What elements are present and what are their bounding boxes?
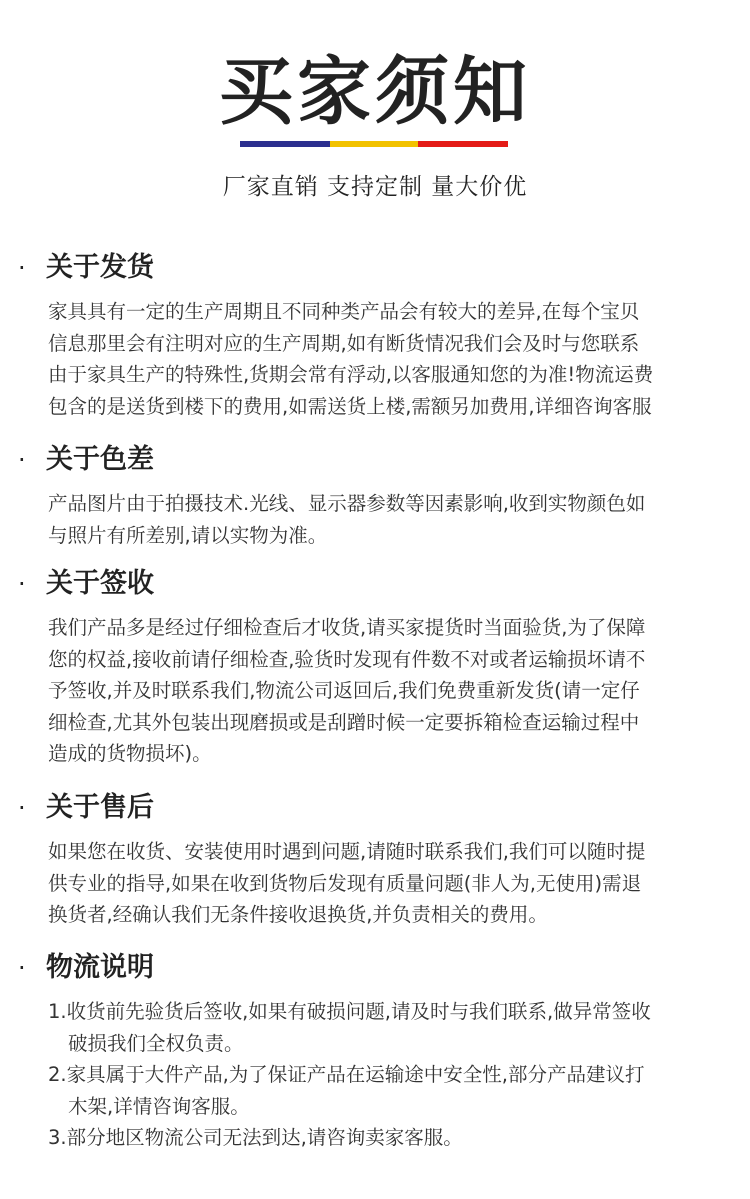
list-item-continuation: 破损我们全权负责。	[68, 1031, 244, 1055]
body-line: 与照片有所差别,请以实物为准。	[48, 523, 328, 547]
color-bar-red	[418, 141, 508, 147]
bullet-dot: ·	[18, 794, 26, 822]
page-title: 买家须知	[219, 49, 531, 135]
section-heading: 关于色差	[46, 444, 154, 475]
page-subtitle: 厂家直销 支持定制 量大价优	[222, 174, 528, 200]
bullet-dot: ·	[18, 254, 26, 282]
color-bar-yellow	[330, 141, 418, 147]
bullet-dot: ·	[18, 570, 26, 598]
section-body	[48, 612, 738, 770]
body-line: 供专业的指导,如果在收到货物后发现有质量问题(非人为,无使用)需退	[48, 871, 642, 895]
section-shipping	[0, 248, 750, 422]
body-line: 我们产品多是经过仔细检查后才收货,请买家提货时当面验货,为了保障	[48, 616, 646, 639]
section-body	[48, 296, 738, 422]
body-line: 造成的货物损坏)。	[48, 742, 212, 765]
section-heading: 物流说明	[46, 952, 154, 983]
list-item: 2.家具属于大件产品,为了保证产品在运输途中安全性,部分产品建议打	[48, 1063, 645, 1086]
section-body	[48, 836, 738, 931]
section-heading: 关于售后	[46, 792, 154, 823]
body-line: 家具具有一定的生产周期且不同种类产品会有较大的差异,在每个宝贝	[48, 300, 640, 323]
section-heading: 关于发货	[46, 252, 154, 283]
body-line: 细检查,尤其外包装出现磨损或是刮蹭时候一定要拆箱检查运输过程中	[48, 710, 640, 734]
body-line: 包含的是送货到楼下的费用,如需送货上楼,需额另加费用,详细咨询客服	[48, 394, 652, 418]
section-signing	[0, 564, 750, 770]
body-line: 换货者,经确认我们无条件接收退换货,并负责相关的费用。	[48, 903, 548, 926]
section-body	[48, 488, 738, 551]
section-body-list	[48, 996, 738, 1154]
body-line: 信息那里会有注明对应的生产周期,如有断货情况我们会及时与您联系	[48, 331, 640, 355]
list-item: 3.部分地区物流公司无法到达,请咨询卖家客服。	[48, 1126, 463, 1149]
bullet-dot: ·	[18, 446, 26, 474]
list-item-continuation: 木架,详情咨询客服。	[68, 1094, 250, 1118]
section-color-difference	[0, 440, 750, 551]
body-line: 由于家具生产的特殊性,货期会常有浮动,以客服通知您的为准!物流运费	[48, 363, 654, 386]
color-bar-blue	[240, 141, 330, 147]
body-line: 予签收,并及时联系我们,物流公司返回后,我们免费重新发货(请一定仔	[48, 679, 640, 702]
body-line: 您的权益,接收前请仔细检查,验货时发现有件数不对或者运输损坏请不	[48, 647, 646, 671]
section-heading: 关于签收	[46, 568, 154, 599]
body-line: 如果您在收货、安装使用时遇到问题,请随时联系我们,我们可以随时提	[48, 840, 646, 863]
bullet-dot: ·	[18, 954, 26, 982]
body-line: 产品图片由于拍摄技术.光线、显示器参数等因素影响,收到实物颜色如	[48, 492, 646, 515]
section-logistics	[0, 948, 750, 1154]
list-item: 1.收货前先验货后签收,如果有破损问题,请及时与我们联系,做异常签收	[48, 1000, 651, 1023]
section-after-sales	[0, 788, 750, 931]
